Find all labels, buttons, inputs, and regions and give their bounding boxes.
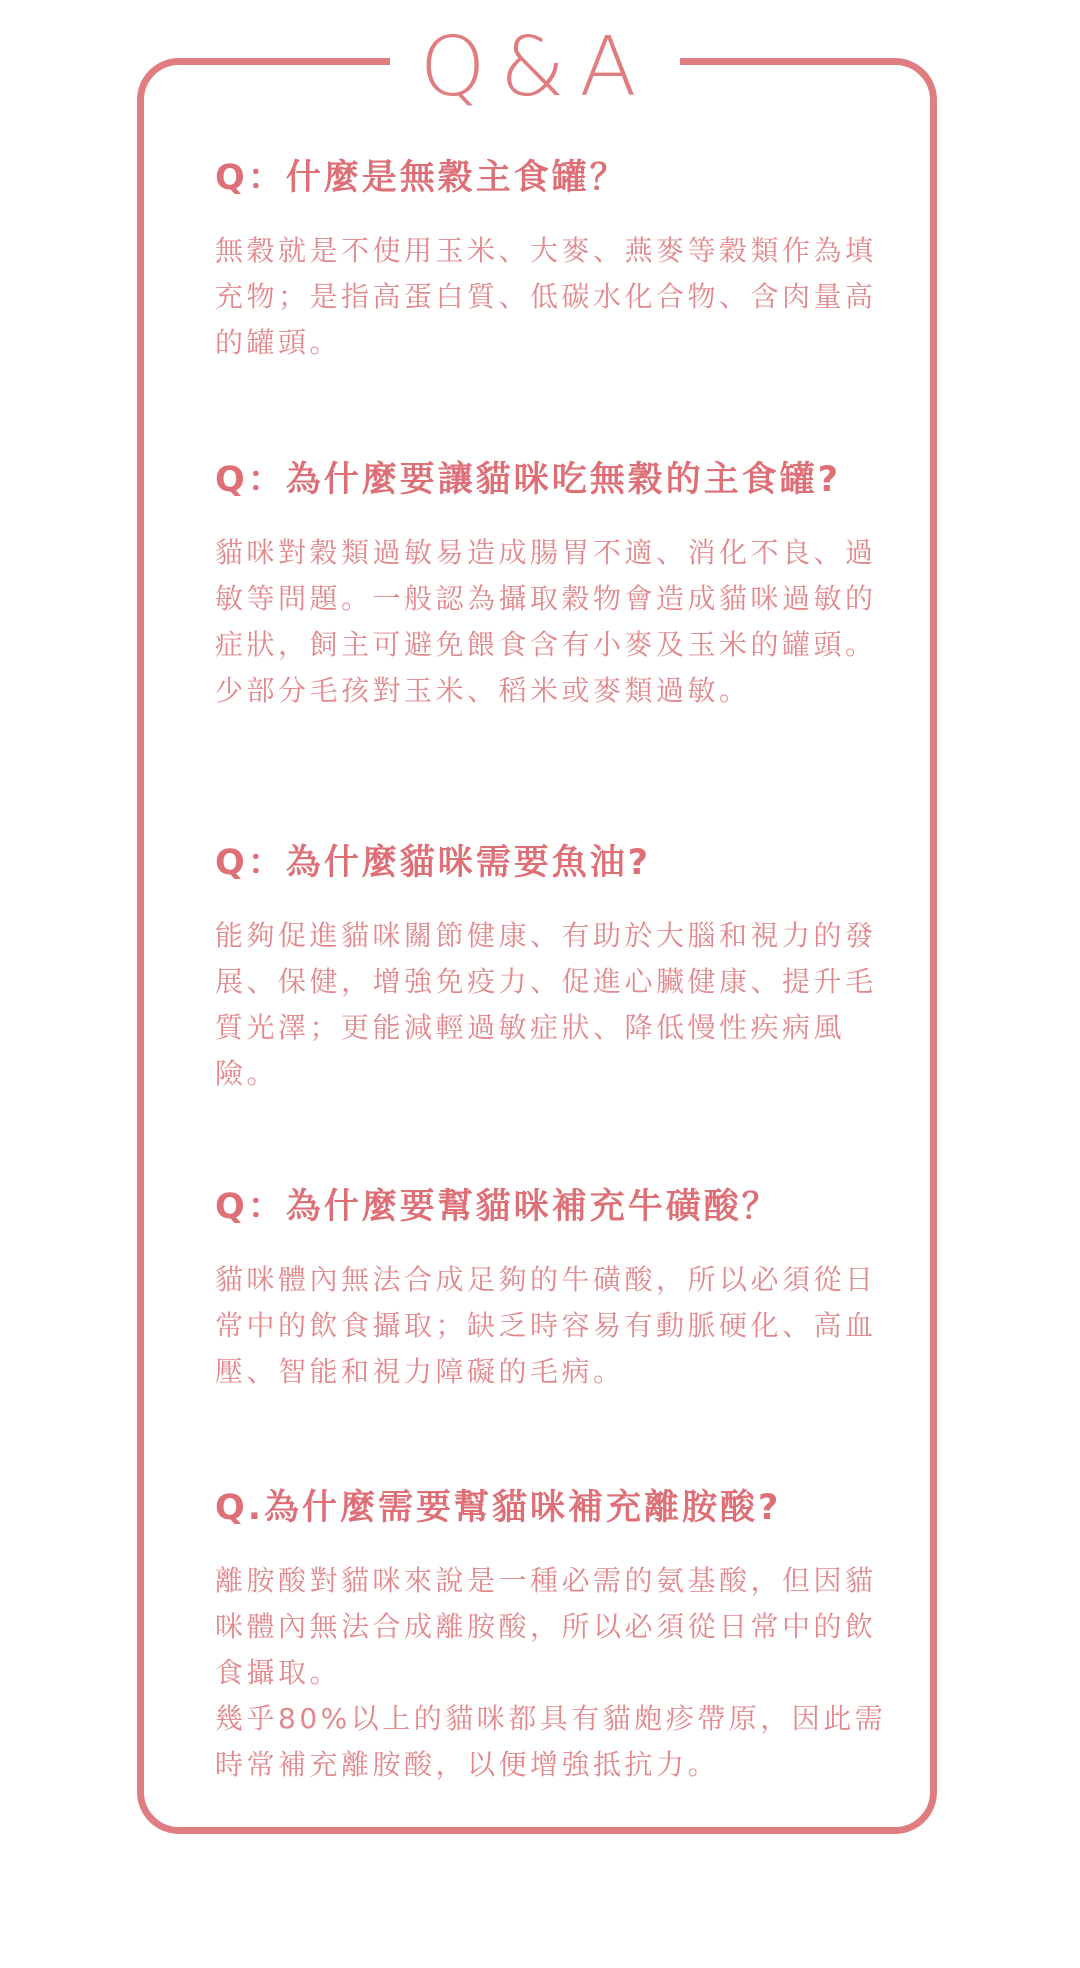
qa-item-3 bbox=[215, 839, 895, 1097]
question-1: Q：什麼是無穀主食罐？ bbox=[215, 158, 628, 198]
question-4: Q：為什麼要幫貓咪補充牛磺酸？ bbox=[215, 1187, 780, 1227]
answer-5-paragraph-1: 離胺酸對貓咪來說是一種必需的氨基酸，但因貓咪體內無法合成離胺酸，所以必須從日常中的飲食攝取。 bbox=[215, 1564, 877, 1689]
answer-4 bbox=[215, 1257, 895, 1395]
answer-2-paragraph-1: 貓咪對穀類過敏易造成腸胃不適、消化不良、過敏等問題。一般認為攝取穀物會造成貓咪過敏的症狀，飼主可避免餵食含有小麥及玉米的罐頭。少部分毛孩對玉米、稻米或麥類過敏。 bbox=[215, 536, 877, 707]
answer-5-paragraph-2: 幾乎80%以上的貓咪都具有貓皰疹帶原，因此需時常補充離胺酸，以便增強抵抗力。 bbox=[215, 1702, 887, 1781]
answer-3 bbox=[215, 913, 895, 1097]
answer-2 bbox=[215, 530, 895, 714]
answer-3-paragraph-1: 能夠促進貓咪關節健康、有助於大腦和視力的發展、保健，增強免疫力、促進心臟健康、提升毛質光澤；更能減輕過敏症狀、降低慢性疾病風險。 bbox=[215, 919, 877, 1090]
qa-item-5 bbox=[215, 1484, 895, 1788]
answer-4-paragraph-1: 貓咪體內無法合成足夠的牛磺酸，所以必須從日常中的飲食攝取；缺乏時容易有動脈硬化、高血壓、智能和視力障礙的毛病。 bbox=[215, 1263, 877, 1388]
question-2: Q：為什麼要讓貓咪吃無穀的主食罐? bbox=[215, 460, 842, 500]
question-5: Q.為什麼需要幫貓咪補充離胺酸? bbox=[215, 1488, 782, 1528]
qa-item-2 bbox=[215, 456, 895, 714]
answer-1 bbox=[215, 228, 895, 366]
page-title: Q&A bbox=[419, 20, 651, 115]
qa-item-1 bbox=[215, 154, 895, 366]
answer-1-paragraph-1: 無穀就是不使用玉米、大麥、燕麥等穀類作為填充物；是指高蛋白質、低碳水化合物、含肉量高的罐頭。 bbox=[215, 234, 877, 359]
answer-5 bbox=[215, 1558, 895, 1788]
title-wrap bbox=[390, 18, 680, 118]
question-3: Q：為什麼貓咪需要魚油? bbox=[215, 843, 652, 883]
qa-item-4 bbox=[215, 1183, 895, 1395]
